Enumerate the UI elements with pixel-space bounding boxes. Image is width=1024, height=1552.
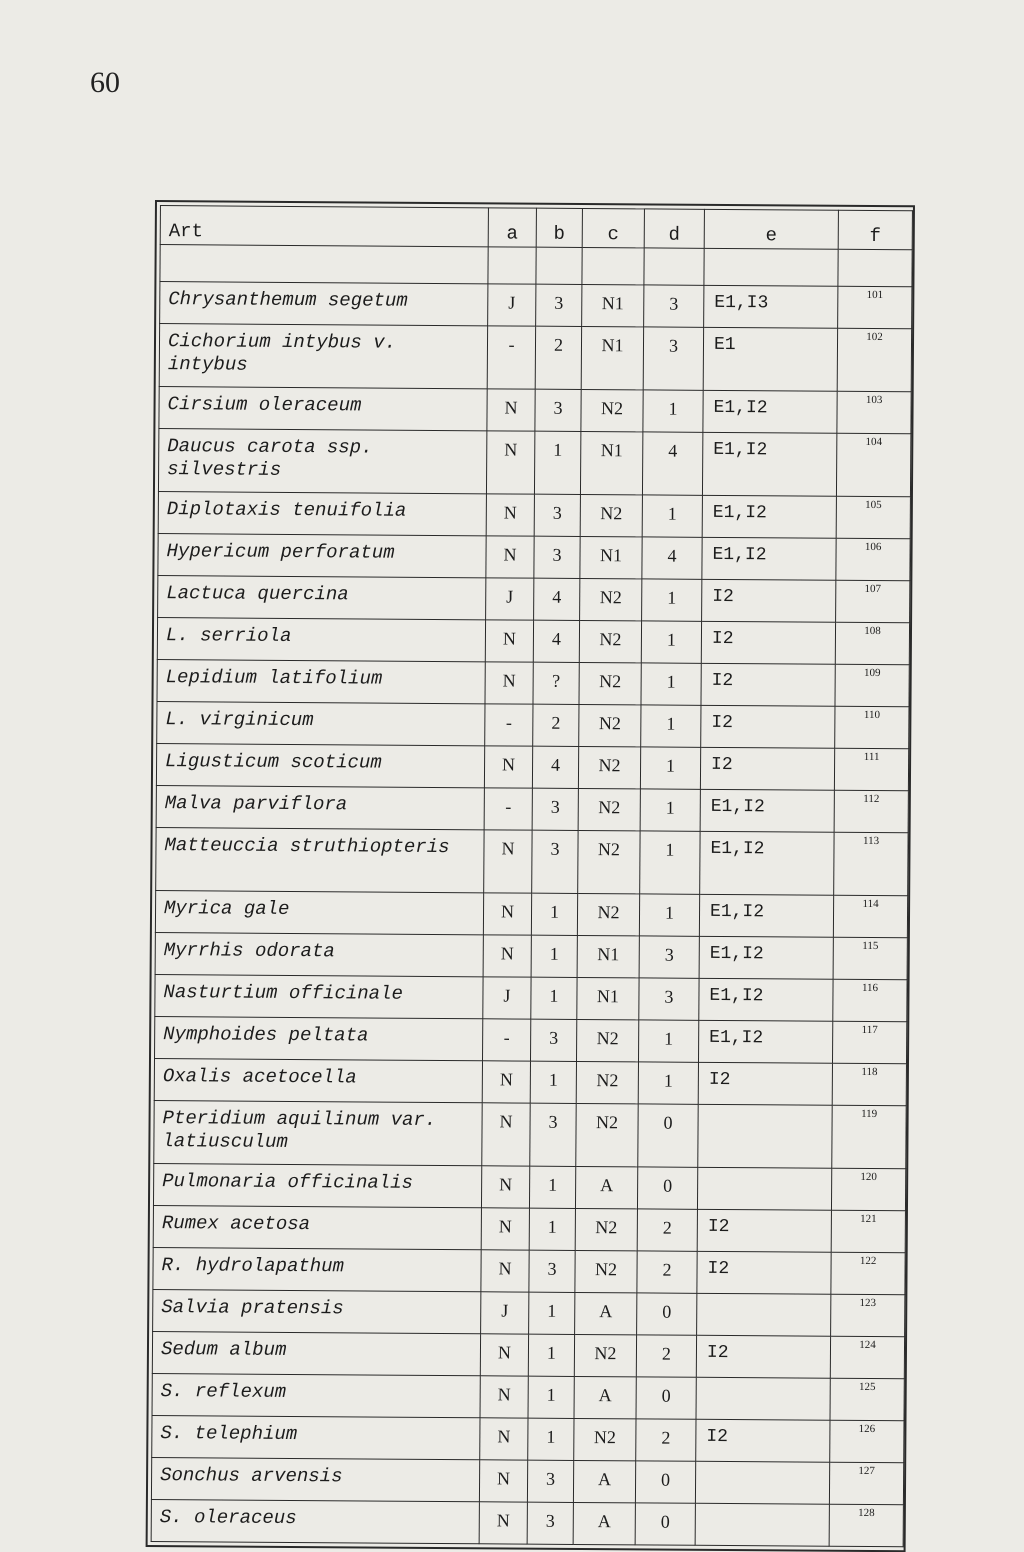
species-name: Cirsium oleraceum — [159, 387, 487, 431]
cell-a: J — [481, 1292, 529, 1334]
cell-c: N2 — [578, 788, 640, 830]
table-row — [153, 1248, 905, 1295]
cell-c: A — [573, 1502, 635, 1544]
cell-e: E1,I2 — [702, 495, 836, 538]
cell-e: E1,I2 — [699, 936, 833, 979]
cell-f: 127 — [829, 1462, 903, 1505]
cell-f: 121 — [831, 1210, 905, 1253]
table-row — [160, 282, 912, 329]
table-body — [151, 282, 912, 1547]
cell-a: N — [485, 662, 533, 704]
cell-e: I2 — [698, 1062, 832, 1105]
cell-b: 3 — [532, 788, 578, 830]
header-art: Art — [160, 206, 488, 247]
cell-f: 107 — [836, 580, 910, 623]
cell-d: 1 — [640, 747, 700, 789]
cell-f: 101 — [838, 286, 912, 329]
table-row — [155, 1017, 907, 1064]
cell-d: 4 — [642, 432, 702, 495]
cell-d: 0 — [636, 1377, 696, 1419]
species-name: L. serriola — [157, 618, 485, 662]
cell-e: E1,I2 — [699, 894, 833, 937]
cell-b: 3 — [536, 284, 582, 326]
cell-a: N — [481, 1166, 529, 1208]
cell-f: 109 — [835, 664, 909, 707]
table-row — [158, 492, 910, 539]
table-row — [159, 324, 911, 392]
species-name: Sonchus arvensis — [151, 1458, 479, 1502]
cell-f: 108 — [835, 622, 909, 665]
cell-c: N2 — [578, 746, 640, 788]
cell-b: 1 — [528, 1376, 574, 1418]
cell-b: ? — [533, 662, 579, 704]
species-name: Myrica gale — [155, 891, 483, 935]
table-row — [157, 660, 909, 707]
cell-f: 120 — [831, 1168, 905, 1211]
cell-a: - — [482, 1019, 530, 1061]
cell-b: 3 — [532, 830, 578, 893]
cell-d: 1 — [642, 495, 702, 537]
cell-c: N2 — [579, 620, 641, 662]
cell-a: N — [485, 620, 533, 662]
cell-f: 124 — [830, 1336, 904, 1379]
cell-c: N2 — [580, 494, 642, 536]
cell-c: N2 — [576, 1061, 638, 1103]
table-row — [156, 786, 908, 833]
cell-d: 1 — [638, 1020, 698, 1062]
cell-d: 1 — [639, 894, 699, 936]
cell-f: 111 — [834, 748, 908, 791]
cell-b: 1 — [528, 1334, 574, 1376]
cell-e: E1,I2 — [703, 390, 837, 433]
table-spacer-row — [160, 245, 912, 287]
species-name: Daucus carota ssp. silvestris — [158, 429, 486, 494]
cell-d: 0 — [638, 1104, 698, 1167]
table-row — [156, 744, 908, 791]
cell-b: 1 — [529, 1166, 575, 1208]
cell-c: A — [575, 1166, 637, 1208]
cell-d: 3 — [643, 327, 703, 390]
species-name: Oxalis acetocella — [154, 1059, 482, 1103]
cell-d: 1 — [641, 663, 701, 705]
table-row — [152, 1332, 904, 1379]
table-row — [151, 1500, 903, 1547]
cell-f: 102 — [837, 328, 911, 392]
cell-a: - — [485, 704, 533, 746]
species-name: Nymphoides peltata — [155, 1017, 483, 1061]
cell-a: J — [488, 284, 536, 326]
cell-f: 105 — [836, 496, 910, 539]
cell-a: N — [479, 1460, 527, 1502]
cell-b: 4 — [534, 578, 580, 620]
cell-a: N — [486, 431, 534, 494]
cell-c: A — [573, 1460, 635, 1502]
table-header-row — [160, 206, 912, 250]
cell-b: 3 — [535, 389, 581, 431]
cell-d: 1 — [642, 579, 702, 621]
cell-a: N — [481, 1208, 529, 1250]
table-row — [157, 702, 909, 749]
cell-c: N2 — [574, 1418, 636, 1460]
cell-a: J — [486, 578, 534, 620]
cell-c: N1 — [577, 977, 639, 1019]
cell-a: N — [480, 1376, 528, 1418]
cell-d: 2 — [636, 1335, 696, 1377]
species-name: Myrrhis odorata — [155, 933, 483, 977]
cell-d: 0 — [635, 1503, 695, 1545]
cell-c: N2 — [578, 830, 640, 893]
cell-f: 123 — [831, 1294, 905, 1337]
cell-b: 3 — [534, 494, 580, 536]
cell-c: A — [574, 1376, 636, 1418]
cell-f: 103 — [837, 391, 911, 434]
cell-f: 118 — [832, 1063, 906, 1106]
cell-b: 1 — [531, 935, 577, 977]
species-name: Hypericum perforatum — [158, 534, 486, 578]
cell-d: 2 — [637, 1251, 697, 1293]
cell-c: N2 — [575, 1250, 637, 1292]
species-name: Lactuca quercina — [158, 576, 486, 620]
cell-e — [696, 1377, 830, 1420]
cell-f: 119 — [832, 1105, 906, 1169]
cell-b: 3 — [534, 536, 580, 578]
cell-c: N2 — [574, 1334, 636, 1376]
cell-e — [697, 1293, 831, 1336]
cell-c: N2 — [575, 1208, 637, 1250]
species-table — [151, 205, 913, 1547]
cell-e: I2 — [697, 1251, 831, 1294]
cell-c: N1 — [580, 536, 642, 578]
cell-f: 125 — [830, 1378, 904, 1421]
cell-f: 116 — [833, 979, 907, 1022]
cell-e: I2 — [696, 1419, 830, 1462]
species-name: Cichorium intybus v. intybus — [159, 324, 487, 389]
cell-a: - — [484, 788, 532, 830]
header-f: f — [838, 210, 912, 250]
cell-c: N2 — [577, 893, 639, 935]
species-name: Diplotaxis tenuifolia — [158, 492, 486, 536]
cell-d: 1 — [641, 705, 701, 747]
cell-c: N1 — [581, 326, 643, 389]
cell-a: J — [483, 977, 531, 1019]
cell-d: 2 — [636, 1419, 696, 1461]
cell-d: 0 — [637, 1293, 697, 1335]
cell-d: 4 — [642, 537, 702, 579]
cell-f: 110 — [835, 706, 909, 749]
cell-b: 3 — [530, 1103, 576, 1166]
cell-e: I2 — [696, 1335, 830, 1378]
cell-e: I2 — [700, 747, 834, 790]
table-row — [154, 1059, 906, 1106]
page-number: 60 — [90, 66, 120, 99]
cell-b: 1 — [530, 1061, 576, 1103]
cell-b: 4 — [532, 746, 578, 788]
species-table-frame — [146, 200, 915, 1552]
cell-e: E1,I2 — [700, 789, 834, 832]
table-row — [152, 1416, 904, 1463]
cell-e — [695, 1461, 829, 1504]
species-name: R. hydrolapathum — [153, 1248, 481, 1292]
header-a: a — [488, 208, 536, 247]
cell-a: N — [481, 1250, 529, 1292]
cell-e: E1,I2 — [698, 1020, 832, 1063]
cell-f: 122 — [831, 1252, 905, 1295]
table-row — [152, 1374, 904, 1421]
cell-b: 1 — [534, 431, 580, 494]
cell-a: N — [479, 1502, 527, 1544]
cell-d: 1 — [640, 831, 700, 894]
header-d: d — [644, 209, 704, 248]
cell-a: N — [486, 536, 534, 578]
species-name: Nasturtium officinale — [155, 975, 483, 1019]
cell-b: 3 — [527, 1502, 573, 1544]
table-row — [155, 891, 907, 938]
cell-f: 113 — [834, 832, 908, 896]
cell-d: 3 — [639, 936, 699, 978]
cell-d: 1 — [641, 621, 701, 663]
cell-d: 1 — [640, 789, 700, 831]
cell-f: 126 — [830, 1420, 904, 1463]
cell-a: N — [484, 746, 532, 788]
cell-e: I2 — [701, 663, 835, 706]
cell-e — [695, 1503, 829, 1546]
species-name: Sedum album — [152, 1332, 480, 1376]
cell-c: N2 — [579, 704, 641, 746]
cell-b: 1 — [528, 1418, 574, 1460]
species-name: Matteuccia struthiopteris — [156, 828, 484, 893]
cell-d: 2 — [637, 1209, 697, 1251]
cell-b: 1 — [531, 977, 577, 1019]
cell-d: 3 — [644, 285, 704, 327]
cell-f: 112 — [834, 790, 908, 833]
cell-b: 1 — [529, 1292, 575, 1334]
cell-e: E1,I2 — [700, 831, 834, 895]
cell-b: 3 — [529, 1250, 575, 1292]
cell-f: 104 — [836, 433, 910, 497]
species-name: Malva parviflora — [156, 786, 484, 830]
table-row — [156, 828, 908, 896]
cell-d: 1 — [643, 390, 703, 432]
species-name: S. reflexum — [152, 1374, 480, 1418]
cell-e: I2 — [701, 621, 835, 664]
cell-c: N1 — [582, 284, 644, 326]
species-name: S. oleraceus — [151, 1500, 479, 1544]
cell-a: N — [482, 1061, 530, 1103]
species-name: L. virginicum — [157, 702, 485, 746]
cell-b: 3 — [530, 1019, 576, 1061]
cell-b: 2 — [533, 704, 579, 746]
cell-f: 117 — [832, 1021, 906, 1064]
table-row — [157, 618, 909, 665]
table-row — [155, 975, 907, 1022]
cell-c: N2 — [576, 1103, 638, 1166]
cell-c: N2 — [576, 1019, 638, 1061]
cell-a: N — [483, 935, 531, 977]
species-name: S. telephium — [152, 1416, 480, 1460]
cell-c: N2 — [580, 578, 642, 620]
cell-e: E1,I2 — [702, 432, 836, 496]
species-name: Salvia pratensis — [153, 1290, 481, 1334]
cell-d: 0 — [635, 1461, 695, 1503]
cell-c: N1 — [577, 935, 639, 977]
species-name: Pulmonaria officinalis — [153, 1164, 481, 1208]
cell-e — [698, 1104, 832, 1168]
cell-a: N — [487, 389, 535, 431]
table-row — [158, 534, 910, 581]
header-c: c — [582, 208, 644, 247]
cell-c: N1 — [580, 431, 642, 494]
table-row — [151, 1458, 903, 1505]
cell-a: N — [482, 1103, 530, 1166]
species-name: Chrysanthemum segetum — [160, 282, 488, 326]
cell-b: 1 — [531, 893, 577, 935]
table-row — [158, 429, 910, 497]
species-name: Rumex acetosa — [153, 1206, 481, 1250]
cell-f: 128 — [829, 1504, 903, 1547]
table-row — [159, 387, 911, 434]
cell-e: I2 — [701, 705, 835, 748]
cell-d: 3 — [639, 978, 699, 1020]
table-row — [155, 933, 907, 980]
cell-a: N — [486, 494, 534, 536]
table-row — [153, 1206, 905, 1253]
cell-b: 2 — [535, 326, 581, 389]
cell-e: E1,I2 — [702, 537, 836, 580]
table-row — [158, 576, 910, 623]
cell-d: 0 — [637, 1167, 697, 1209]
cell-c: A — [575, 1292, 637, 1334]
cell-d: 1 — [638, 1062, 698, 1104]
cell-e: E1 — [703, 327, 837, 391]
species-name: Pteridium aquilinum var. latiusculum — [154, 1101, 482, 1166]
table-row — [153, 1290, 905, 1337]
cell-a: N — [480, 1418, 528, 1460]
header-b: b — [536, 208, 582, 247]
cell-e — [697, 1167, 831, 1210]
cell-a: N — [484, 830, 532, 893]
cell-f: 114 — [833, 895, 907, 938]
cell-f: 106 — [836, 538, 910, 581]
species-name: Lepidium latifolium — [157, 660, 485, 704]
cell-c: N2 — [581, 389, 643, 431]
header-e: e — [704, 209, 838, 249]
cell-b: 3 — [527, 1460, 573, 1502]
cell-a: - — [487, 326, 535, 389]
species-name: Ligusticum scoticum — [156, 744, 484, 788]
cell-e: I2 — [702, 579, 836, 622]
cell-e: E1,I3 — [704, 285, 838, 328]
cell-c: N2 — [579, 662, 641, 704]
table-row — [153, 1164, 905, 1211]
cell-b: 1 — [529, 1208, 575, 1250]
cell-e: I2 — [697, 1209, 831, 1252]
cell-a: N — [483, 893, 531, 935]
cell-a: N — [480, 1334, 528, 1376]
table-row — [154, 1101, 906, 1169]
cell-f: 115 — [833, 937, 907, 980]
cell-b: 4 — [533, 620, 579, 662]
cell-e: E1,I2 — [699, 978, 833, 1021]
